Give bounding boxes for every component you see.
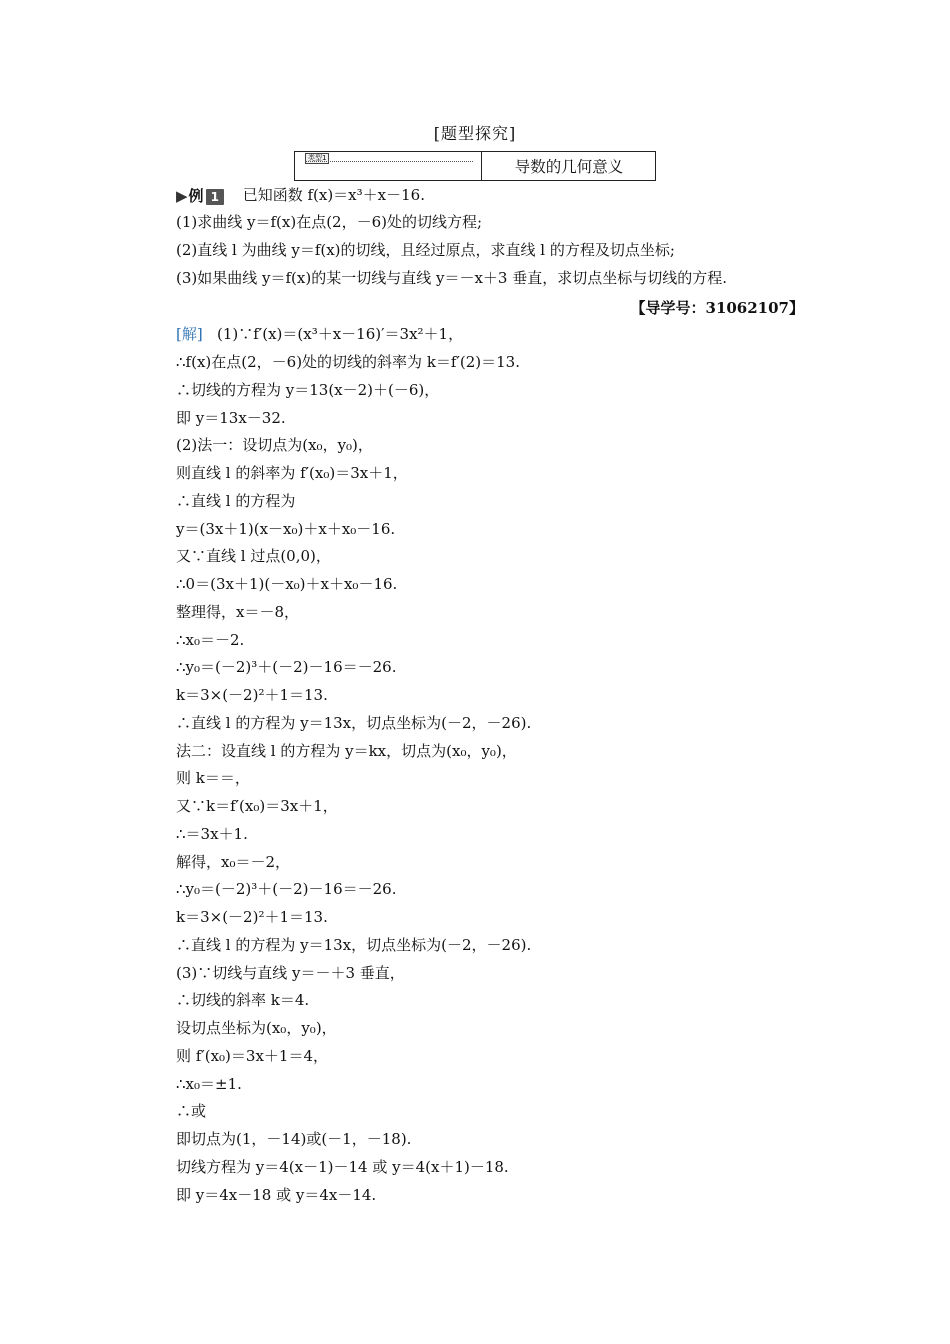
question-1: (1)求曲线 y＝f(x)在点(2，－6)处的切线方程;	[176, 213, 483, 231]
solution-line: ∴x₀＝－2.	[176, 631, 245, 649]
solution-line: ∴x₀＝±1.	[176, 1075, 242, 1093]
solution-line: ∴0＝(3x＋1)(－x₀)＋x＋x₀－16.	[176, 575, 398, 593]
solution-line: ∴y₀＝(－2)³＋(－2)－16＝－26.	[176, 880, 397, 898]
solution-line: ∴f(x)在点(2，－6)处的切线的斜率为 k＝f′(2)＝13.	[176, 353, 520, 371]
solution-line: ∴y₀＝(－2)³＋(－2)－16＝－26.	[176, 658, 397, 676]
solution-line: 设切点坐标为(x₀，y₀)，	[176, 1019, 337, 1037]
solution-line: 即切点为(1，－14)或(－1，－18).	[176, 1130, 412, 1148]
solution-line: 解得，x₀＝－2，	[176, 853, 291, 871]
solution-line: y＝(3x＋1)(x－x₀)＋x＋x₀－16.	[176, 520, 396, 538]
solution-line: 即 y＝4x－18 或 y＝4x－14.	[176, 1186, 377, 1204]
solution-line: ∴或	[176, 1102, 207, 1120]
dotted-rule	[305, 161, 473, 162]
solution-line: 切线方程为 y＝4(x－1)－14 或 y＝4(x＋1)－18.	[176, 1158, 509, 1176]
solution-line: ∴直线 l 的方程为	[176, 492, 296, 510]
solution-line: (2)法一：设切点为(x₀，y₀)，	[176, 436, 373, 454]
type-tag-area	[295, 152, 482, 180]
solution-line: k＝3×(－2)²＋1＝13.	[176, 908, 328, 926]
solution-line: 整理得，x＝－8，	[176, 603, 300, 621]
solution-line: 又∵直线 l 过点(0,0)，	[176, 547, 331, 565]
solution-line: ∴切线的方程为 y＝13(x－2)＋(－6)，	[176, 381, 440, 399]
solution-line: 法二：设直线 l 的方程为 y＝kx，切点为(x₀，y₀)，	[176, 742, 517, 760]
solution-line: ∴切线的斜率 k＝4.	[176, 991, 310, 1009]
solution-line: 则 f′(x₀)＝3x＋1＝4，	[176, 1047, 328, 1065]
solution-line: k＝3×(－2)²＋1＝13.	[176, 686, 328, 704]
solution-line: 即 y＝13x－32.	[176, 409, 286, 427]
type-topic: 导数的几何意义	[514, 158, 624, 176]
solution-tag: [解]	[176, 325, 203, 343]
solution-first-text: (1)∵f′(x)＝(x³＋x－16)′＝3x²＋1，	[217, 325, 464, 343]
solution-first-line	[176, 323, 463, 345]
example-word: 例	[188, 187, 204, 205]
solution-line: 则直线 l 的斜率为 f′(x₀)＝3x＋1，	[176, 464, 408, 482]
question-2: (2)直线 l 为曲线 y＝f(x)的切线，且经过原点，求直线 l 的方程及切点坐标;	[176, 241, 675, 259]
solution-line: ∴直线 l 的方程为 y＝13x，切点坐标为(－2，－26).	[176, 714, 532, 732]
reference-number: 【导学号：31062107】	[630, 299, 804, 317]
triangle-icon: ▶	[176, 187, 188, 205]
question-type-box	[294, 151, 656, 181]
solution-line: 则 k＝＝，	[176, 769, 250, 787]
solution-line: 又∵k＝f′(x₀)＝3x＋1，	[176, 797, 338, 815]
question-3: (3)如果曲线 y＝f(x)的某一切线与直线 y＝－x＋3 垂直，求切点坐标与切线的方程.	[176, 269, 727, 287]
type-tag: 类型1	[305, 153, 329, 164]
solution-line: ∴直线 l 的方程为 y＝13x，切点坐标为(－2，－26).	[176, 936, 532, 954]
example-statement-line	[176, 184, 425, 206]
solution-line: ∴＝3x＋1.	[176, 825, 248, 843]
example-badge	[176, 185, 224, 207]
example-statement: 已知函数 f(x)＝x³＋x－16.	[242, 186, 425, 204]
example-number: 1	[206, 189, 224, 205]
section-title: [题型探究]	[433, 124, 517, 143]
solution-line: (3)∵切线与直线 y＝－＋3 垂直，	[176, 964, 405, 982]
